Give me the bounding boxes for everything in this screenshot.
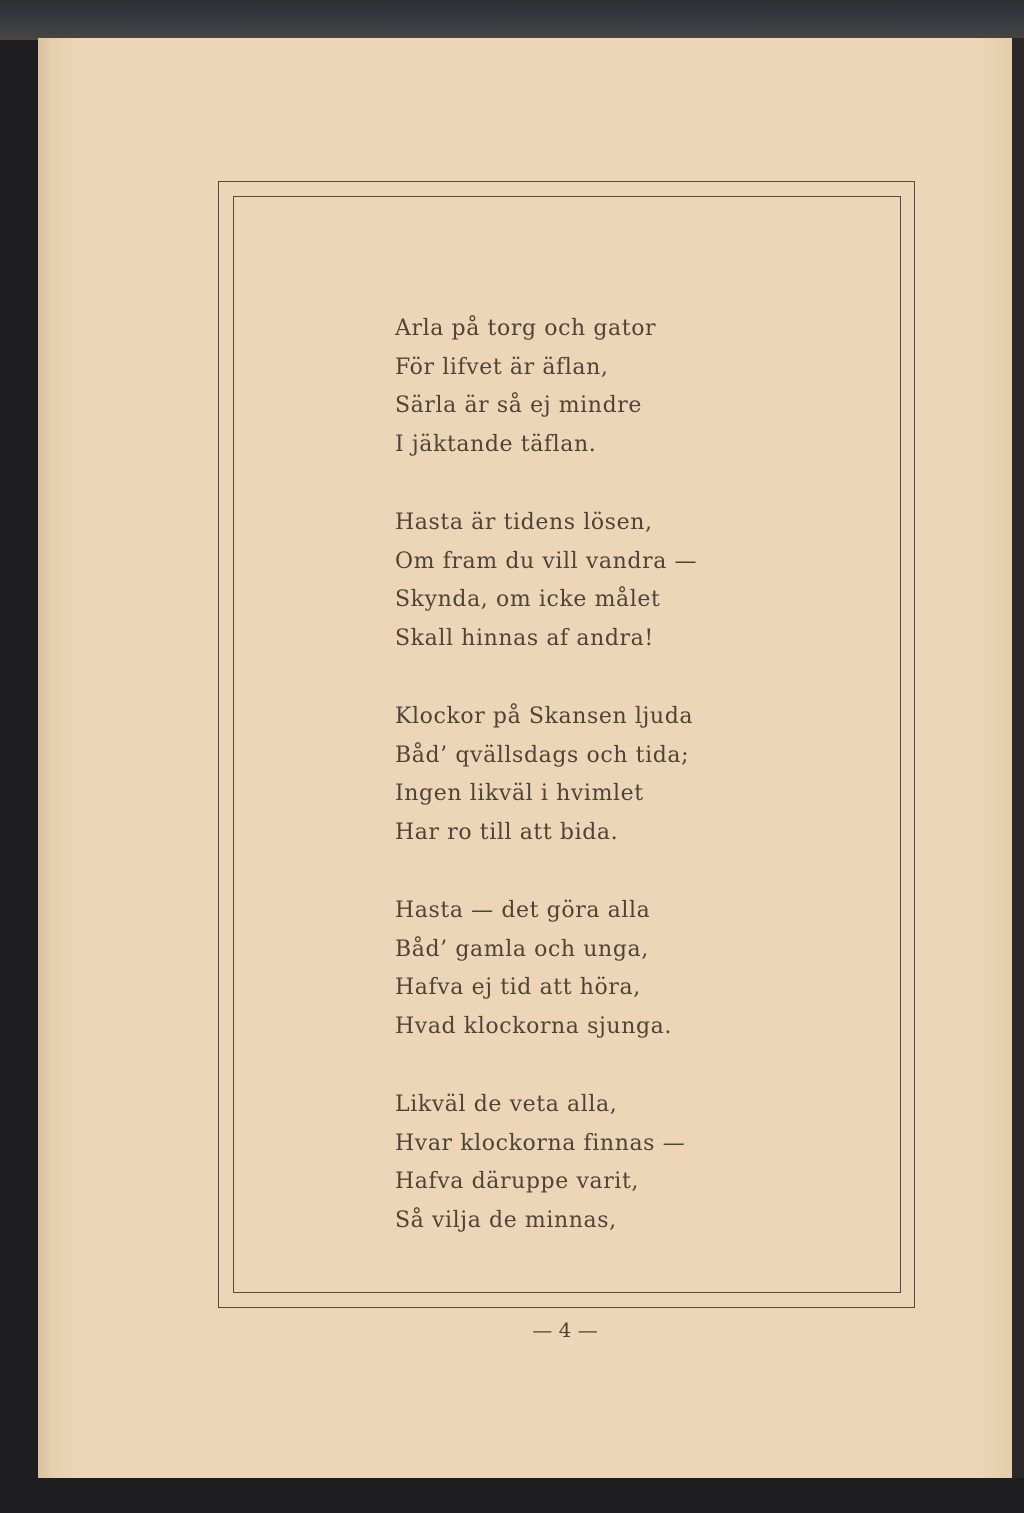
page-number: — 4 — bbox=[532, 1318, 598, 1342]
poem-line: Båd’ qvällsdags och tida; bbox=[395, 742, 690, 768]
poem-line: Har ro till att bida. bbox=[395, 819, 619, 845]
inner-border-frame bbox=[233, 196, 901, 1293]
poem-line: Om fram du vill vandra — bbox=[395, 548, 698, 574]
poem-line: I jäktande täflan. bbox=[395, 431, 597, 457]
poem-line: Klockor på Skansen ljuda bbox=[395, 704, 694, 729]
scan-top-edge bbox=[0, 0, 1024, 40]
poem-line: Hafva ej tid att höra, bbox=[395, 975, 641, 1000]
poem-line: Likväl de veta alla, bbox=[395, 1092, 618, 1117]
poem-line: Hafva däruppe varit, bbox=[395, 1169, 639, 1194]
poem-line: Särla är så ej mindre bbox=[395, 393, 642, 418]
poem-line: Hvar klockorna finnas — bbox=[395, 1130, 686, 1156]
poem-line: För lifvet är äflan, bbox=[395, 354, 609, 380]
poem-line: Skynda, om icke målet bbox=[395, 587, 661, 612]
poem-line: Båd’ gamla och unga, bbox=[395, 936, 649, 962]
poem-line: Hvad klockorna sjunga. bbox=[395, 1013, 672, 1039]
poem-line: Så vilja de minnas, bbox=[395, 1207, 617, 1233]
poem-line: Hasta är tidens lösen, bbox=[395, 510, 653, 535]
poem-line: Skall hinnas af andra! bbox=[395, 625, 654, 651]
scan-right-edge bbox=[1012, 38, 1024, 1478]
poem-line: Hasta — det göra alla bbox=[395, 898, 651, 923]
poem-line: Arla på torg och gator bbox=[395, 316, 657, 341]
poem-line: Ingen likväl i hvimlet bbox=[395, 781, 644, 806]
